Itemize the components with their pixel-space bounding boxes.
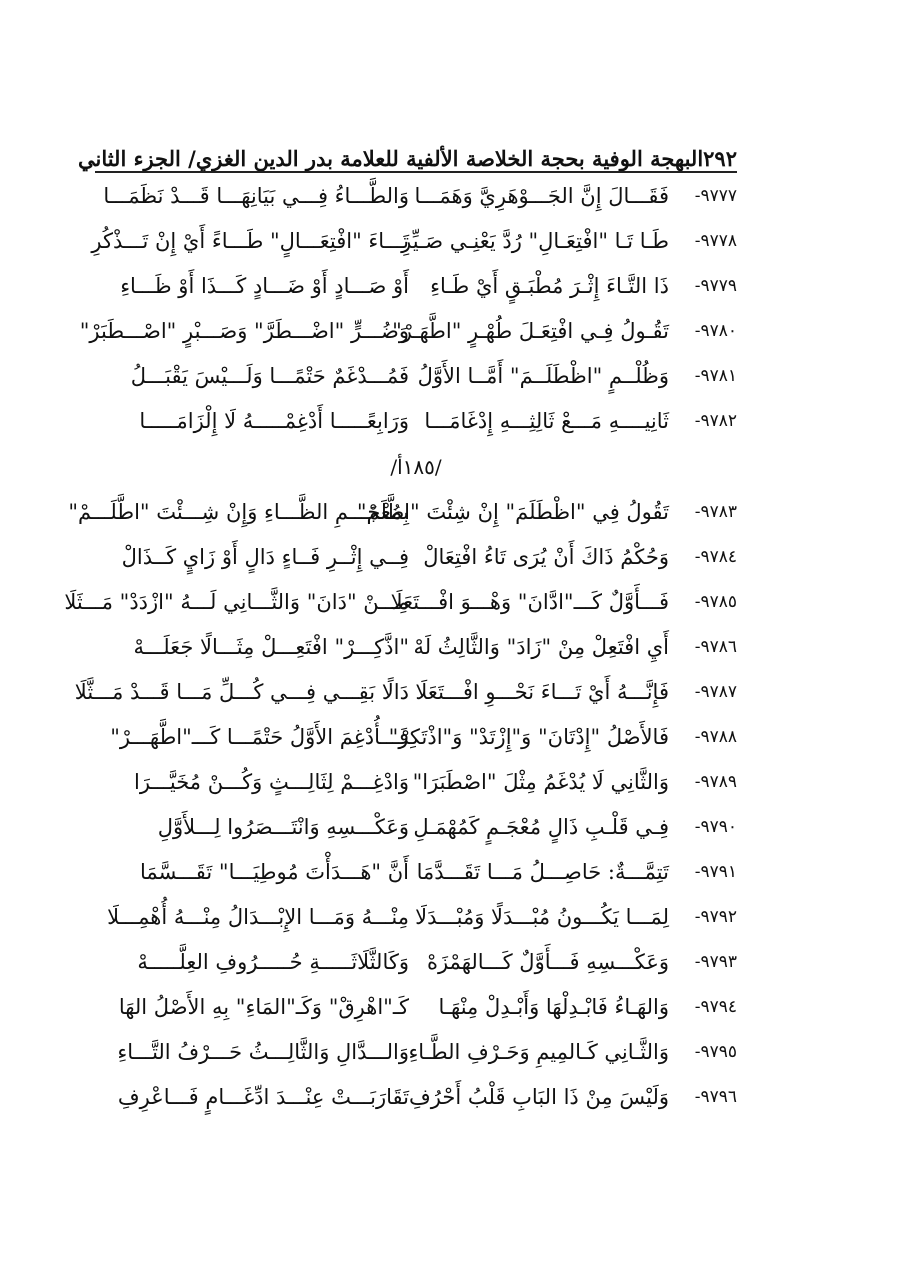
verses-after-folio — [64, 490, 737, 1120]
verse-line — [95, 1030, 737, 1075]
first-hemistich: فَقَـــالَ إِنَّ الجَـــوْهَرِيَّ وَهَمَـــا — [414, 184, 669, 208]
verse-line — [95, 1075, 737, 1120]
first-hemistich: ذَا التَّـاءَ إِثْـرَ مُطْبَـقٍ أَيْ طَـاءِ — [430, 274, 669, 298]
verse-number: ٩٧٧٩- — [694, 276, 737, 296]
first-hemistich: وَلَيْسَ مِنْ ذَا البَابِ قَلْبُ أَحْرُفِ — [409, 1085, 669, 1109]
verse-line — [95, 895, 737, 940]
second-hemistich: وَادْغِـــمْ لِثَالِـــثٍ وَكُـــنْ مُخَيَّـــرَا — [134, 770, 409, 794]
verse-number: ٩٧٨٢- — [694, 411, 737, 431]
verse-line — [95, 715, 737, 760]
second-hemistich: أَنَّ "هَـــدَأْتَ مُوطِيَـــا" تَقَـــسَّمَا — [140, 860, 409, 884]
first-hemistich: فَـــأَوَّلٌ كَـــ"ادَّانَ" وَهْـــوَ افْـــتَعَلَا — [390, 590, 669, 614]
first-hemistich: تَقُـولُ فِـي افْتِعَـلَ طُهْـرٍ "اطَّهَـرْ" — [392, 319, 669, 343]
first-hemistich: طَـا تَـا "افْتِعَـالِ" رُدَّ يَعْنِـي صَـيِّرِ — [401, 229, 669, 253]
second-hemistich: كَـ"اهْرِقْ" وَكَـ"المَاءِ" بِهِ الأَصْلُ الهَا — [118, 995, 409, 1019]
second-hemistich: أَوْ صَـــادٍ أَوْ ضَـــادٍ كَـــذَا أَوْ ظَـــاءِ — [120, 274, 409, 298]
verse-list — [64, 174, 737, 1120]
second-hemistich: وَرَابِعًـــــا أَدْغِمْـــــهُ لَا إِلْزَامَـــــا — [139, 409, 409, 433]
first-hemistich: وَعَكْـــسِهِ فَـــأَوَّلٌ كَـــالهَمْزَهْ — [426, 950, 669, 974]
verse-number: ٩٧٩١- — [694, 862, 737, 882]
page-header — [77, 130, 737, 171]
first-hemistich: تَقُولُ فِي "اظْطَلَمَ" إِنْ شِئْتَ "اظَّلَمْ" — [356, 500, 669, 524]
first-hemistich: وَحُكْمُ ذَاكَ أَنْ يُرَى تَاءُ افْتِعَالْ — [423, 545, 669, 569]
verse-number: ٩٧٩٥- — [694, 1042, 737, 1062]
verse-number: ٩٧٧٧- — [694, 186, 737, 206]
verse-line — [95, 535, 737, 580]
verse-line — [95, 625, 737, 670]
verse-number: ٩٧٩٤- — [694, 997, 737, 1017]
second-hemistich: دَالًا بَقِـــي فِـــي كُـــلِّ مَـــا قَـــدْ مَـــثَّلَا — [74, 680, 409, 704]
second-hemistich: بِمُعْجَـــمِ الظَّـــاءِ وَإِنْ شِـــئْتَ "اطَّلَـــمْ" — [68, 500, 409, 524]
first-hemistich: فِـي قَلْـبِ ذَالٍ مُعْجَـمٍ كَمُهْمَـلِ — [413, 815, 669, 839]
verse-line — [79, 309, 737, 354]
running-title: البهجة الوفية بحجة الخلاصة الألفية للعلامة بدر الدين الغزي/ الجزء الثاني — [77, 145, 704, 171]
verse-line — [68, 490, 737, 535]
verse-number: ٩٧٨٣- — [694, 502, 737, 522]
second-hemistich: وَكَالثَّلَاثَـــــةِ حُـــــرُوفِ العِلَّـــــهْ — [137, 950, 409, 974]
first-hemistich: وَالثَّانِي لَا يُدْغَمُ مِثْلَ "اصْطَبَرَا" — [412, 770, 669, 794]
verse-number: ٩٧٨٦- — [694, 637, 737, 657]
second-hemistich: تَـــاءَ "افْتِعَـــالٍ" طَـــاءً أَيْ إِنْ تَـــذْكُرِ — [91, 229, 409, 253]
second-hemistich: "اذَّكِـــرْ" افْتَعِـــلْ مِثَـــالًا جَعَلَـــهْ — [133, 635, 409, 659]
first-hemistich: أَيِ افْتَعِلْ مِنْ "زَادَ" وَالثَّالِثُ لَهْ — [413, 635, 669, 659]
verse-number: ٩٧٨٩- — [694, 772, 737, 792]
verse-line — [64, 580, 737, 625]
first-hemistich: فَالأَصْلُ "إِدْتَانَ" وَ"إِزْتَدْ" وَ"اذْتَكِرْ" — [388, 725, 669, 749]
verse-number: ٩٧٩٠- — [694, 817, 737, 837]
verse-line — [95, 940, 737, 985]
second-hemistich: مِنْـــهُ وَمَـــا الإِبْـــدَالُ مِنْـــهُ أُهْمِـــلَا — [107, 905, 409, 929]
header-rule — [95, 171, 737, 173]
second-hemistich: فَمُـــدْغَمٌ حَتْمًـــا وَلَـــيْسَ يَقْبَـــلُ — [130, 364, 409, 388]
verse-number: ٩٧٩٢- — [694, 907, 737, 927]
verse-line — [95, 354, 737, 399]
second-hemistich: وَعَكْـــسِهِ وَانْتَـــصَرُوا لِـــلأَوَّلِ — [157, 815, 409, 839]
verse-number: ٩٧٨٠- — [694, 321, 737, 341]
second-hemistich: وَالطَّـــاءُ فِـــي بَيَانِهَـــا قَـــدْ نَظَمَـــا — [103, 184, 409, 208]
first-hemistich: تَتِمَّـــةٌ: حَاصِـــلُ مَـــا تَقَـــدَّمَا — [416, 860, 669, 884]
verse-number: ٩٧٨٨- — [694, 727, 737, 747]
second-hemistich: فِــي إِثْــرِ فَــاءٍ دَالٍ أَوْ زَايٍ كَــذَالْ — [121, 545, 409, 569]
second-hemistich: فَـــأُدْغِمَ الأَوَّلُ حَتْمًـــا كَـــ"اطَّهَـــرْ" — [110, 725, 409, 749]
verse-number: ٩٧٨١- — [694, 366, 737, 386]
first-hemistich: ثَانِيــــهِ مَـــعْ ثَالِثِـــهِ إِدْغَامَـــا — [424, 409, 669, 433]
verse-number: ٩٧٩٣- — [694, 952, 737, 972]
first-hemistich: فَإِنَّـــهُ أَيْ تَـــاءَ نَحْـــوِ افْـــتَعَلَا — [415, 680, 669, 704]
verse-number: ٩٧٩٦- — [694, 1087, 737, 1107]
first-hemistich: وَظُلْــمٍ "اظْطَلَــمَ" أَمَّــا الأَوَّلُ — [417, 364, 669, 388]
second-hemistich: وَالـــدَّالِ وَالثَّالِـــثُ حَـــرْفُ التَّـــاءِ — [117, 1040, 409, 1064]
verse-line — [95, 174, 737, 219]
first-hemistich: وَالهَـاءُ فَابْـدِلْهَا وَأَبْـدِلْ مِنْهَـا — [438, 995, 669, 1019]
verse-number: ٩٧٨٤- — [694, 547, 737, 567]
folio-marker: /١٨٥أ/ — [390, 455, 442, 479]
verse-number: ٩٧٧٨- — [694, 231, 737, 251]
second-hemistich: وَضُـــرٍّ "اضْـــطَرَّ" وَصَـــبْرٍ "اصْـــطَبَرْ" — [79, 319, 409, 343]
verse-number: ٩٧٨٥- — [694, 592, 737, 612]
verses-before-folio — [79, 174, 737, 444]
first-hemistich: وَالثَّـانِي كَـالمِيمِ وَحَـرْفِ الطَّـاءِ — [408, 1040, 669, 1064]
verse-number: ٩٧٨٧- — [694, 682, 737, 702]
verse-line — [95, 805, 737, 850]
verse-line — [95, 760, 737, 805]
second-hemistich: مِـــنْ "دَانَ" وَالثَّـــانِي لَـــهُ "ازْدَدْ" مَـــثَلَا — [64, 590, 409, 614]
first-hemistich: لِمَـــا يَكُـــونُ مُبْـــدَلًا وَمُبْـــدَلَا — [415, 905, 669, 929]
verse-line — [91, 219, 737, 264]
second-hemistich: تَقَارَبَـــتْ عِنْـــدَ ادِّغَـــامٍ فَـــاعْرِفِ — [117, 1085, 409, 1109]
verse-line — [95, 850, 737, 895]
verse-line — [74, 670, 737, 715]
verse-line — [95, 985, 737, 1030]
page-number: ٢٩٢ — [703, 145, 737, 171]
verse-line — [95, 399, 737, 444]
verse-line — [95, 264, 737, 309]
